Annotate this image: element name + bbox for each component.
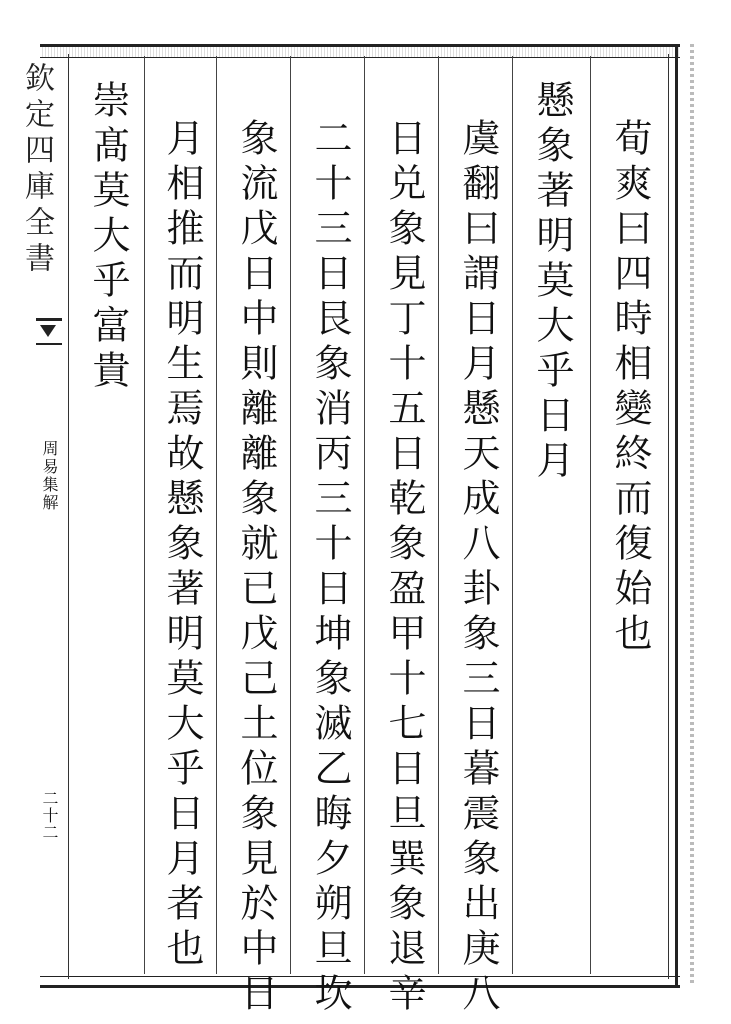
margin-title: 欽定四庫全書 xyxy=(19,62,54,278)
frame-right-border xyxy=(675,44,678,987)
margin-page-number: 二十二 xyxy=(40,790,59,841)
column-rule xyxy=(590,56,591,974)
fishtail-mark xyxy=(36,318,62,345)
column-rule xyxy=(144,56,145,974)
text-column-1: 荀爽曰四時相變終而復始也 xyxy=(608,118,652,658)
text-column-2: 懸象著明莫大乎日月 xyxy=(530,80,574,485)
text-column-8: 崇髙莫大乎富貴 xyxy=(86,80,130,395)
column-rule xyxy=(438,56,439,974)
frame-top-border xyxy=(40,44,680,58)
column-rule xyxy=(512,56,513,974)
frame-right-inner-border xyxy=(668,54,669,979)
frame-bottom-border xyxy=(40,976,680,988)
column-rule xyxy=(364,56,365,974)
text-column-7: 月相推而明生焉故懸象著明莫大乎日月者也 xyxy=(160,118,204,973)
frame-left-border xyxy=(68,54,69,979)
page-edge xyxy=(690,44,694,984)
text-column-4: 日兑象見丁十五日乾象盈甲十七日旦巽象退辛 xyxy=(382,118,426,1018)
text-column-3: 虞翻曰謂日月懸天成八卦象三日暮震象出庚八 xyxy=(456,118,500,1018)
margin-book-title: 周易集解 xyxy=(40,440,59,512)
text-column-5: 二十三日艮象消丙三十日坤象滅乙晦夕朔旦坎 xyxy=(308,118,352,1018)
text-column-6: 象流戊日中則離離象就已戊己土位象見於中日 xyxy=(234,118,278,1018)
column-rule xyxy=(290,56,291,974)
column-rule xyxy=(216,56,217,974)
